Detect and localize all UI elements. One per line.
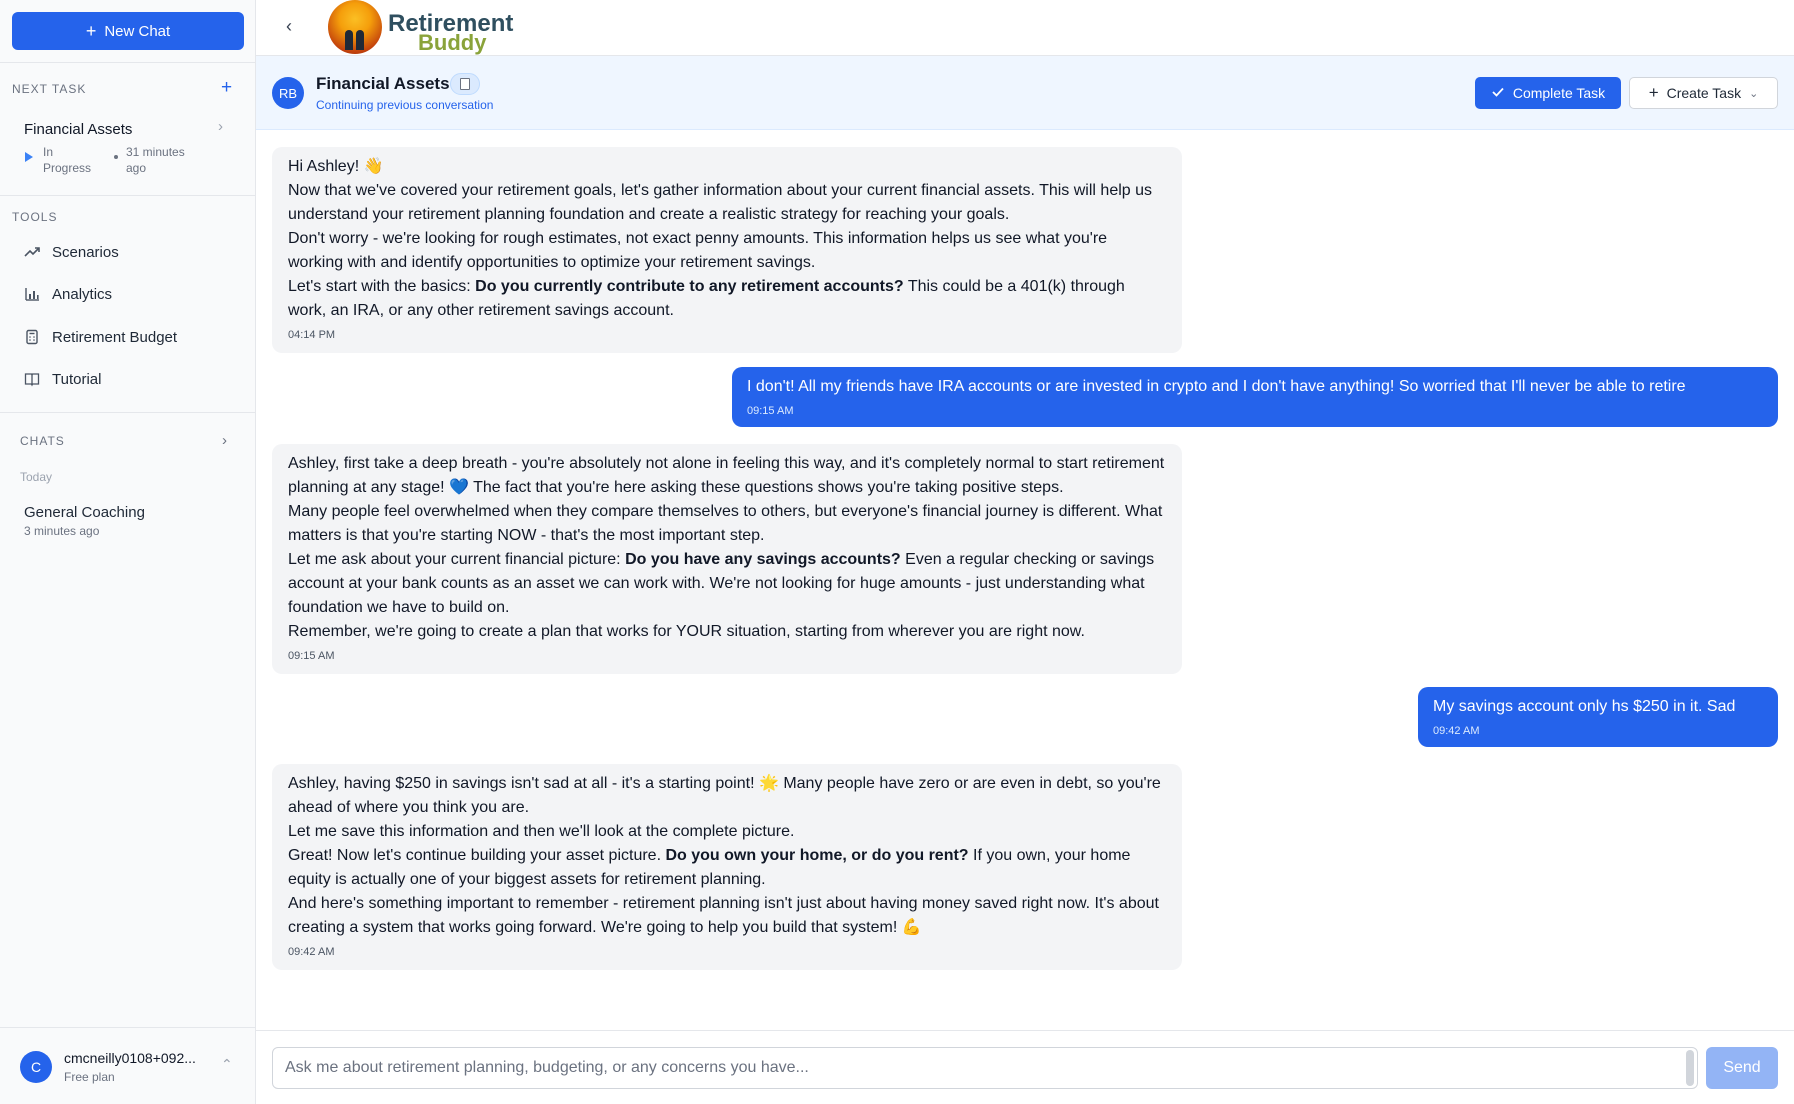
question-bold: Do you own your home, or do you rent? xyxy=(665,847,969,864)
document-icon[interactable] xyxy=(450,73,480,95)
user-plan: Free plan xyxy=(64,1070,115,1084)
message-line: Remember, we're going to create a plan that works for YOUR situation, starting from wherever you are right now. xyxy=(288,623,1085,640)
message-timestamp: 04:14 PM xyxy=(288,329,336,341)
message-line: Don't worry - we're looking for rough estimates, not exact penny amounts. This information helps us see what you're working with and identify opportunities to optimize your retirement savings. xyxy=(288,230,1108,271)
message-timestamp: 09:42 AM xyxy=(288,946,335,958)
chat-thread xyxy=(256,130,1794,1030)
trending-up-icon xyxy=(24,244,40,260)
message-timestamp: 09:15 AM xyxy=(288,650,335,662)
message-line: Now that we've covered your retirement goals, let's gather information about your current financial assets. This will help us understand your retirement planning foundation and create a realistic strategy for reaching your goals. xyxy=(288,182,1153,223)
page-title: Financial Assets xyxy=(316,74,450,93)
book-icon xyxy=(24,371,40,387)
chevron-right-icon[interactable]: › xyxy=(222,432,227,449)
divider xyxy=(0,412,255,413)
add-task-icon[interactable]: + xyxy=(221,77,233,98)
tool-label: Analytics xyxy=(52,285,113,303)
conversation-status: Continuing previous conversation xyxy=(316,98,494,112)
user-menu[interactable] xyxy=(0,1027,255,1104)
new-chat-button[interactable] xyxy=(12,12,244,50)
chevron-down-icon: ⌄ xyxy=(1749,87,1759,100)
user-name: cmcneilly0108+092... xyxy=(64,1050,196,1066)
message-line: Ashley, first take a deep breath - you're absolutely not alone in feeling this way, and it's completely normal to start retirement planning at any stage! 💙 The fact that you're here asking these questions shows you're taking positive steps. xyxy=(288,455,1165,496)
user-message xyxy=(1418,687,1778,747)
send-button[interactable]: Send xyxy=(1706,1047,1778,1089)
message-input[interactable] xyxy=(272,1047,1698,1089)
tool-label: Scenarios xyxy=(52,243,119,261)
tool-label: Retirement Budget xyxy=(52,328,178,346)
chevron-up-icon: ⌃ xyxy=(221,1056,233,1072)
task-status: In Progress xyxy=(43,145,92,175)
assistant-message xyxy=(272,764,1182,970)
message-line: Let's start with the basics: Do you currently contribute to any retirement accounts? This could be a 401(k) through work, an IRA, or any other retirement savings account. xyxy=(288,278,1125,319)
back-chevron-icon[interactable]: ‹ xyxy=(286,16,292,36)
message-line: Let me ask about your current financial picture: Do you have any savings accounts? Even a regular checking or savings account at your bank counts as an asset we can work with. We're not looking for huge amounts - just understanding what foundation we have to build on. xyxy=(288,551,1155,616)
tool-scenarios[interactable] xyxy=(12,234,244,270)
divider xyxy=(0,62,255,63)
sidebar xyxy=(0,0,256,1104)
message-text: I don't! All my friends have IRA accounts or are invested in crypto and I don't have anything! So worried that I'll never be able to retire xyxy=(747,378,1686,395)
composer xyxy=(256,1030,1794,1104)
top-bar xyxy=(256,0,1794,56)
plus-icon: + xyxy=(1648,83,1659,102)
complete-task-button[interactable] xyxy=(1475,77,1621,109)
chats-group-label: Today xyxy=(20,470,53,484)
logo-emblem xyxy=(328,0,382,54)
logo xyxy=(328,0,528,56)
assistant-avatar: RB xyxy=(272,77,304,109)
logo-text: Buddy xyxy=(418,30,487,55)
tools-heading: TOOLS xyxy=(12,210,58,224)
task-header xyxy=(256,56,1794,130)
tool-tutorial[interactable] xyxy=(12,361,244,397)
play-icon xyxy=(25,152,33,162)
assistant-message xyxy=(272,444,1182,674)
avatar: C xyxy=(20,1051,52,1083)
next-task-heading: NEXT TASK xyxy=(12,82,87,96)
textarea-scrollbar[interactable] xyxy=(1686,1050,1694,1086)
message-timestamp: 09:42 AM xyxy=(1433,725,1480,737)
task-time: 31 minutes ago xyxy=(126,145,185,175)
message-line: Many people feel overwhelmed when they compare themselves to others, but everyone's financial journey is different. What matters is that you're starting NOW - that's the most important step. xyxy=(288,503,1163,544)
logo-text: Retirement xyxy=(388,10,514,37)
message-line: Let me save this information and then we'll look at the complete picture. xyxy=(288,823,795,840)
tool-analytics[interactable] xyxy=(12,276,244,312)
message-line: Hi Ashley! 👋 xyxy=(288,158,384,175)
calculator-icon xyxy=(24,329,40,345)
new-chat-label: New Chat xyxy=(104,22,171,40)
message-line: And here's something important to remember - retirement planning isn't just about having money saved right now. It's about creating a system that works going forward. We're going to help you build that system! 💪 xyxy=(288,895,1159,936)
user-message xyxy=(732,367,1778,427)
message-timestamp: 09:15 AM xyxy=(747,405,794,417)
question-bold: Do you have any savings accounts? xyxy=(625,551,901,568)
tool-label: Tutorial xyxy=(52,370,102,388)
plus-icon: + xyxy=(85,21,97,41)
bar-chart-icon xyxy=(24,286,40,302)
question-bold: Do you currently contribute to any retirement accounts? xyxy=(475,278,904,295)
chevron-right-icon: › xyxy=(218,118,223,135)
dot-separator xyxy=(114,155,118,159)
create-task-button[interactable] xyxy=(1629,77,1778,109)
divider xyxy=(0,195,255,196)
chats-heading: CHATS xyxy=(20,434,65,448)
tool-retirement-budget[interactable] xyxy=(12,319,244,355)
create-task-label: Create Task xyxy=(1666,85,1742,101)
chat-title: General Coaching xyxy=(24,504,145,521)
chat-time: 3 minutes ago xyxy=(24,524,100,538)
complete-task-label: Complete Task xyxy=(1512,85,1606,101)
check-icon xyxy=(1491,85,1505,102)
assistant-message xyxy=(272,147,1182,353)
chat-item[interactable] xyxy=(12,498,244,542)
message-line: Ashley, having $250 in savings isn't sad at all - it's a starting point! 🌟 Many people have zero or are even in debt, so you're ahead of where you think you are. xyxy=(288,775,1161,816)
message-text: My savings account only hs $250 in it. Sad xyxy=(1433,698,1736,715)
next-task-item[interactable] xyxy=(12,112,242,178)
message-line: Great! Now let's continue building your asset picture. Do you own your home, or do you rent? If you own, your home equity is actually one of your biggest assets for retirement planning. xyxy=(288,847,1131,888)
next-task-title: Financial Assets xyxy=(24,121,133,138)
